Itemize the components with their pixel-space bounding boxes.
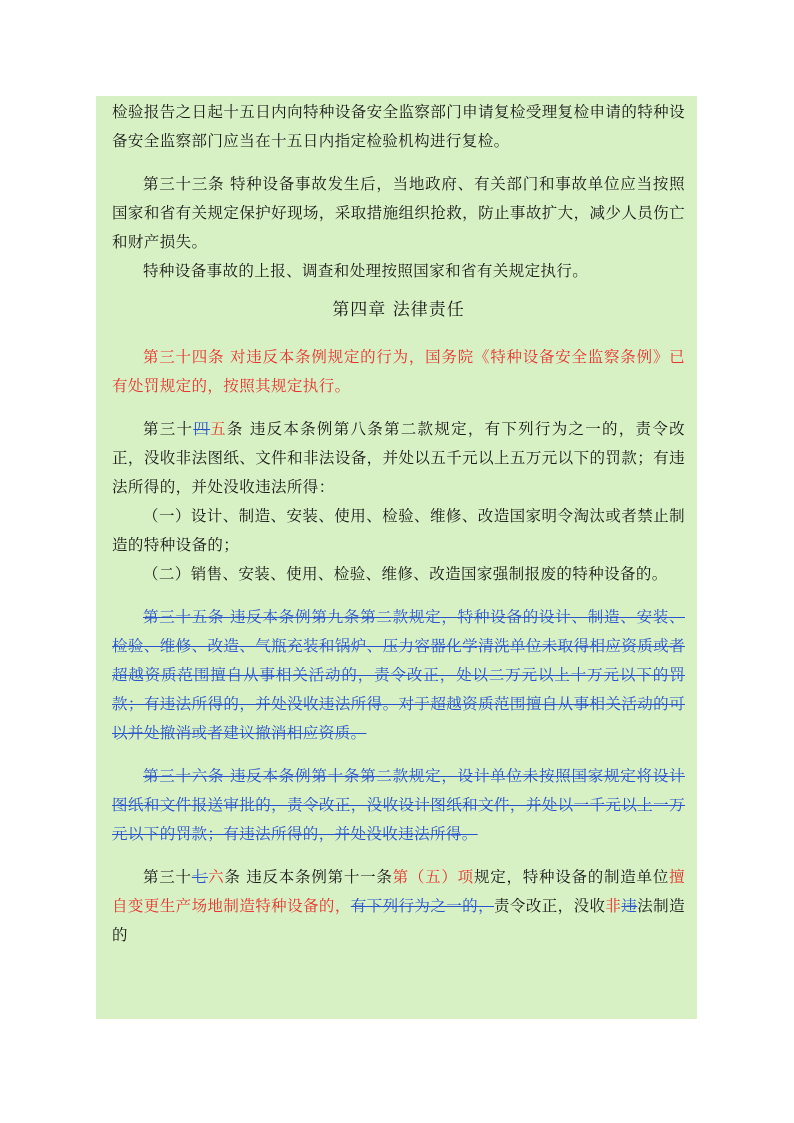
deleted-number: 四: [193, 420, 211, 438]
deleted-text: 违: [621, 897, 638, 915]
article-35-revised: [112, 415, 685, 502]
item-two: （二）销售、安装、使用、检验、维修、改造国家强制报废的特种设备的。: [143, 565, 668, 583]
article-34-inserted: 第三十四条 对违反本条例规定的行为，国务院《特种设备安全监察条例》已有处罚规定的，按照其规定执行。: [112, 348, 685, 395]
text-segment: 条 违反本条例第十一条: [224, 868, 393, 886]
article-number-prefix: 第三十: [143, 420, 194, 438]
text-segment: 第三十: [143, 868, 192, 886]
text-segment: 责令改正，没收: [494, 897, 606, 915]
article-36-revised: [112, 863, 685, 950]
inserted-text: 非: [605, 897, 622, 915]
inserted-text: 擅自变更生产场地制造特种设备的，: [112, 868, 685, 915]
article-33-clause: 特种设备事故的上报、调查和处理按照国家和省有关规定执行。: [143, 262, 589, 280]
inserted-number: 五: [210, 420, 227, 438]
deleted-text: 有下列行为之一的，: [350, 897, 494, 915]
deleted-article-36: 第三十六条 违反本条例第十条第二款规定，设计单位未按照国家规定将设计图纸和文件报送审批的，责令改正，没收设计图纸和文件，并处以一千元以上一万元以下的罚款；有违法所得的，并处没收违法所得。: [112, 767, 685, 843]
paragraph-continuation: 检验报告之日起十五日内向特种设备安全监察部门申请复检受理复检申请的特种设备安全监察部门应当在十五日内指定检验机构进行复检。: [112, 103, 685, 150]
article-body: 条 违反本条例第八条第二款规定，有下列行为之一的，责令改正，没收非法图纸、文件和非法设备，并处以五千元以上五万元以下的罚款；有违法所得的，并处没收违法所得：: [112, 420, 685, 496]
inserted-number: 六: [208, 868, 225, 886]
inserted-text: 第（五）项: [392, 868, 474, 886]
text-segment: 法制造的: [112, 897, 685, 944]
article-33: 第三十三条 特种设备事故发生后，当地政府、有关部门和事故单位应当按照国家和省有关规定保护好现场，采取措施组织抢救，防止事故扩大，减少人员伤亡和财产损失。: [112, 175, 685, 251]
deleted-number: 七: [191, 868, 209, 886]
document-page: [96, 96, 697, 1019]
chapter-heading: 第四章 法律责任: [332, 300, 465, 320]
deleted-article-35: 第三十五条 违反本条例第九条第二款规定，特种设备的设计、制造、安装、检验、维修、改造、气瓶充装和锅炉、压力容器化学清洗单位未取得相应资质或者超越资质范围擅自从事相关活动的，责令改正，处以二万元以上十万元以下的罚款；有违法所得的，并处没收违法所得。对于超越资质范围擅自从事相关活动的可以并处撤消或者建议撤消相应资质。: [112, 608, 685, 742]
text-segment: 规定，特种设备的制造单位: [473, 868, 670, 886]
item-one: （一）设计、制造、安装、使用、检验、维修、改造国家明令淘汰或者禁止制造的特种设备的；: [112, 507, 685, 554]
